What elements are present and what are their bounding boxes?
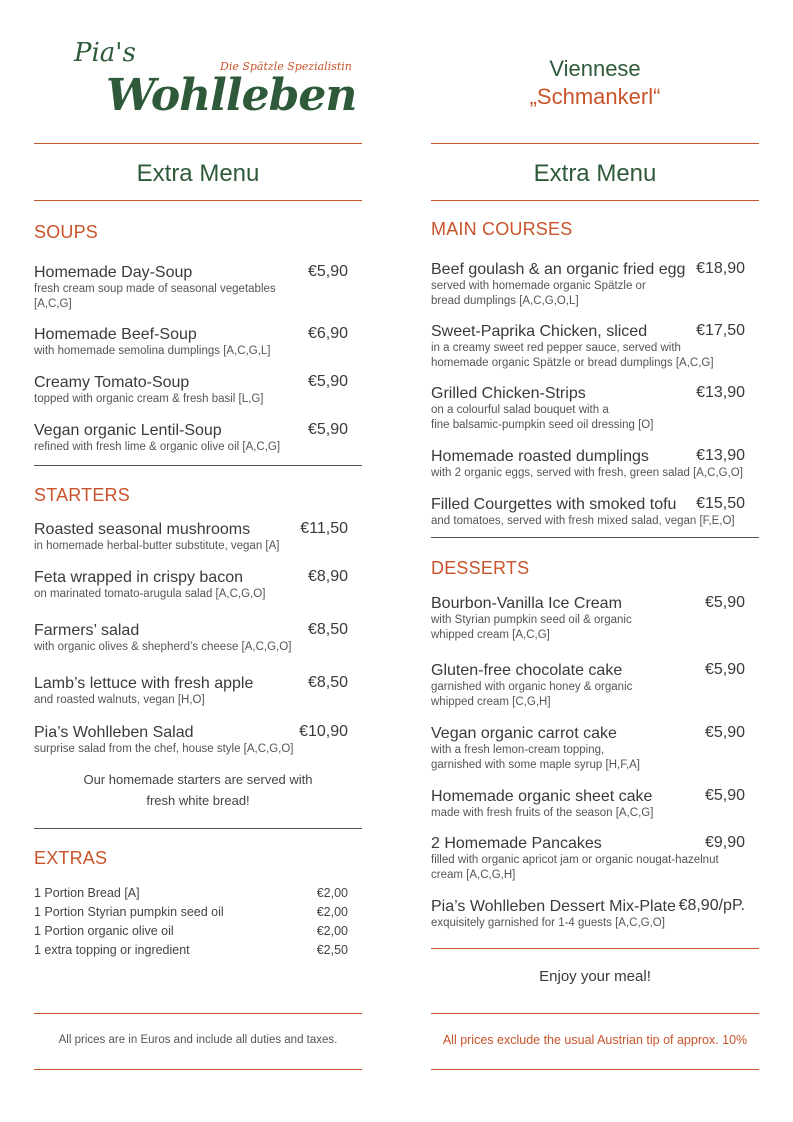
item-description: with 2 organic eggs, served with fresh, green salad [A,C,G,O] (431, 467, 743, 479)
item-description: homemade organic Spätzle or bread dumplings [A,C,G] (431, 357, 714, 369)
item-name: 2 Homemade Pancakes (431, 835, 602, 852)
item-description: with organic olives & shepherd’s cheese [A,C,G,O] (34, 641, 292, 653)
menu-item (431, 661, 731, 710)
starters-note-line2: fresh white bread! (146, 793, 250, 808)
item-description: with homemade semolina dumplings [A,C,G,L] (34, 345, 271, 357)
starters-note-line1: Our homemade starters are served with (83, 772, 313, 787)
menu-item (431, 384, 731, 433)
item-description: made with fresh fruits of the season [A,C,G] (431, 807, 654, 819)
enjoy-message: Enjoy your meal! (539, 968, 651, 985)
item-name: Homemade Beef-Soup (34, 326, 197, 343)
item-price: €5,90 (307, 373, 348, 390)
page-title-right: Extra Menu (533, 160, 657, 187)
divider (34, 828, 362, 829)
menu-item (34, 520, 304, 554)
extra-item-price: €2,00 (316, 886, 348, 900)
item-description: garnished with organic honey & organic (431, 681, 633, 693)
item-price: €8,50 (307, 674, 348, 691)
extra-item-price: €2,50 (316, 943, 348, 957)
item-name: Roasted seasonal mushrooms (34, 521, 251, 538)
logo-name: Wohlleben (106, 70, 357, 121)
menu-item (34, 373, 304, 407)
item-name: Pia’s Wohlleben Salad (34, 724, 194, 741)
divider (431, 143, 759, 144)
extra-item-name: 1 Portion organic olive oil (34, 924, 174, 938)
item-description: whipped cream [C,G,H] (431, 696, 551, 708)
item-description: on a colourful salad bouquet with a (431, 404, 609, 416)
item-price: €15,50 (696, 495, 745, 512)
item-name: Lamb’s lettuce with fresh apple (34, 675, 254, 692)
item-description: garnished with some maple syrup [H,F,A] (431, 759, 641, 771)
menu-item (34, 568, 304, 602)
item-name: Vegan organic Lentil-Soup (34, 422, 222, 439)
menu-item (34, 674, 304, 708)
item-price: €8,90/pP. (678, 897, 745, 914)
item-description: served with homemade organic Spätzle or (431, 280, 646, 292)
header-right-line1: Viennese (549, 56, 641, 81)
item-description: in homemade herbal-butter substitute, vegan [A] (34, 540, 280, 552)
menu-item (431, 897, 681, 931)
section-heading-soups: SOUPS (34, 222, 99, 242)
extra-item-name: 1 Portion Bread [A] (34, 886, 140, 900)
item-name: Creamy Tomato-Soup (34, 374, 190, 391)
item-price: €5,90 (307, 263, 348, 280)
item-price: €5,90 (704, 724, 745, 741)
menu-item (34, 325, 304, 359)
section-heading-starters: STARTERS (34, 485, 130, 505)
item-price: €17,50 (696, 322, 745, 339)
item-price: €5,90 (307, 421, 348, 438)
extra-item-price: €2,00 (316, 905, 348, 919)
item-price: €9,90 (704, 834, 745, 851)
menu-item (431, 260, 731, 309)
logo-tagline: Die Spätzle Spezialistin (220, 60, 352, 73)
divider (431, 537, 759, 538)
item-description: filled with organic apricot jam or organic nougat-hazelnut (431, 854, 719, 866)
extra-item-name: 1 Portion Styrian pumpkin seed oil (34, 905, 224, 919)
divider (34, 1013, 362, 1014)
divider (34, 465, 362, 466)
item-name: Gluten-free chocolate cake (431, 662, 623, 679)
item-description: topped with organic cream & fresh basil [L,G] (34, 393, 264, 405)
item-name: Vegan organic carrot cake (431, 725, 617, 742)
divider (34, 143, 362, 144)
divider (34, 200, 362, 201)
menu-item (431, 787, 731, 821)
item-description: whipped cream [A,C,G] (431, 629, 550, 641)
extra-item-price: €2,00 (316, 924, 348, 938)
item-description: exquisitely garnished for 1-4 guests [A,C,G,O] (431, 917, 665, 929)
item-name: Beef goulash & an organic fried egg (431, 261, 686, 278)
item-name: Homemade Day-Soup (34, 264, 193, 281)
menu-item (431, 834, 751, 883)
menu-item (431, 322, 731, 371)
divider (431, 200, 759, 201)
item-description: and tomatoes, served with fresh mixed salad, vegan [F,E,O] (431, 515, 735, 527)
logo (70, 38, 357, 128)
item-name: Bourbon-Vanilla Ice Cream (431, 595, 622, 612)
footer-note-right: All prices exclude the usual Austrian tip of approx. 10% (442, 1033, 748, 1047)
item-description: on marinated tomato-arugula salad [A,C,G,O] (34, 588, 266, 600)
section-heading-extras: EXTRAS (34, 848, 108, 868)
item-name: Homemade roasted dumplings (431, 448, 649, 465)
item-description: fine balsamic-pumpkin seed oil dressing [O] (431, 419, 654, 431)
item-description: with Styrian pumpkin seed oil & organic (431, 614, 632, 626)
menu-item (431, 724, 731, 773)
item-price: €8,50 (307, 621, 348, 638)
header-right-line2: „Schmankerl“ (529, 84, 661, 109)
item-price: €5,90 (704, 594, 745, 611)
section-heading-desserts: DESSERTS (431, 558, 530, 578)
item-name: Filled Courgettes with smoked tofu (431, 496, 677, 513)
item-name: Feta wrapped in crispy bacon (34, 569, 243, 586)
item-name: Grilled Chicken-Strips (431, 385, 586, 402)
menu-item (34, 723, 304, 757)
item-price: €5,90 (704, 787, 745, 804)
section-heading-main-courses: MAIN COURSES (431, 219, 573, 239)
item-description: bread dumplings [A,C,G,O,L] (431, 295, 579, 307)
item-description: fresh cream soup made of seasonal vegetables [A,C,G] (34, 283, 276, 310)
item-price: €18,90 (696, 260, 745, 277)
item-description: in a creamy sweet red pepper sauce, served with (431, 342, 681, 354)
item-price: €13,90 (696, 447, 745, 464)
item-price: €11,50 (300, 520, 348, 537)
footer-note-left: All prices are in Euros and include all duties and taxes. (58, 1034, 338, 1046)
item-description: and roasted walnuts, vegan [H,O] (34, 694, 205, 706)
menu-item (34, 621, 304, 655)
menu-item (34, 421, 304, 455)
page-title-left: Extra Menu (136, 160, 260, 187)
item-description: surprise salad from the chef, house style [A,C,G,O] (34, 743, 294, 755)
item-price: €13,90 (696, 384, 745, 401)
item-name: Homemade organic sheet cake (431, 788, 653, 805)
item-price: €8,90 (307, 568, 348, 585)
item-price: €10,90 (299, 723, 348, 740)
divider (431, 1069, 759, 1070)
menu-item (431, 594, 731, 643)
divider (431, 948, 759, 949)
item-description: cream [A,C,G,H] (431, 869, 516, 881)
extra-item-name: 1 extra topping or ingredient (34, 943, 190, 957)
item-price: €6,90 (307, 325, 348, 342)
starters-note (34, 769, 362, 811)
item-name: Farmers’ salad (34, 622, 140, 639)
item-name: Sweet-Paprika Chicken, sliced (431, 323, 648, 340)
logo-script-line: Pia's (74, 38, 136, 68)
item-description: with a fresh lemon-cream topping, (431, 744, 605, 756)
item-name: Pia’s Wohlleben Dessert Mix-Plate (431, 898, 676, 915)
divider (34, 1069, 362, 1070)
item-price: €5,90 (704, 661, 745, 678)
item-description: refined with fresh lime & organic olive oil [A,C,G] (34, 441, 281, 453)
divider (431, 1013, 759, 1014)
menu-item (34, 263, 304, 312)
